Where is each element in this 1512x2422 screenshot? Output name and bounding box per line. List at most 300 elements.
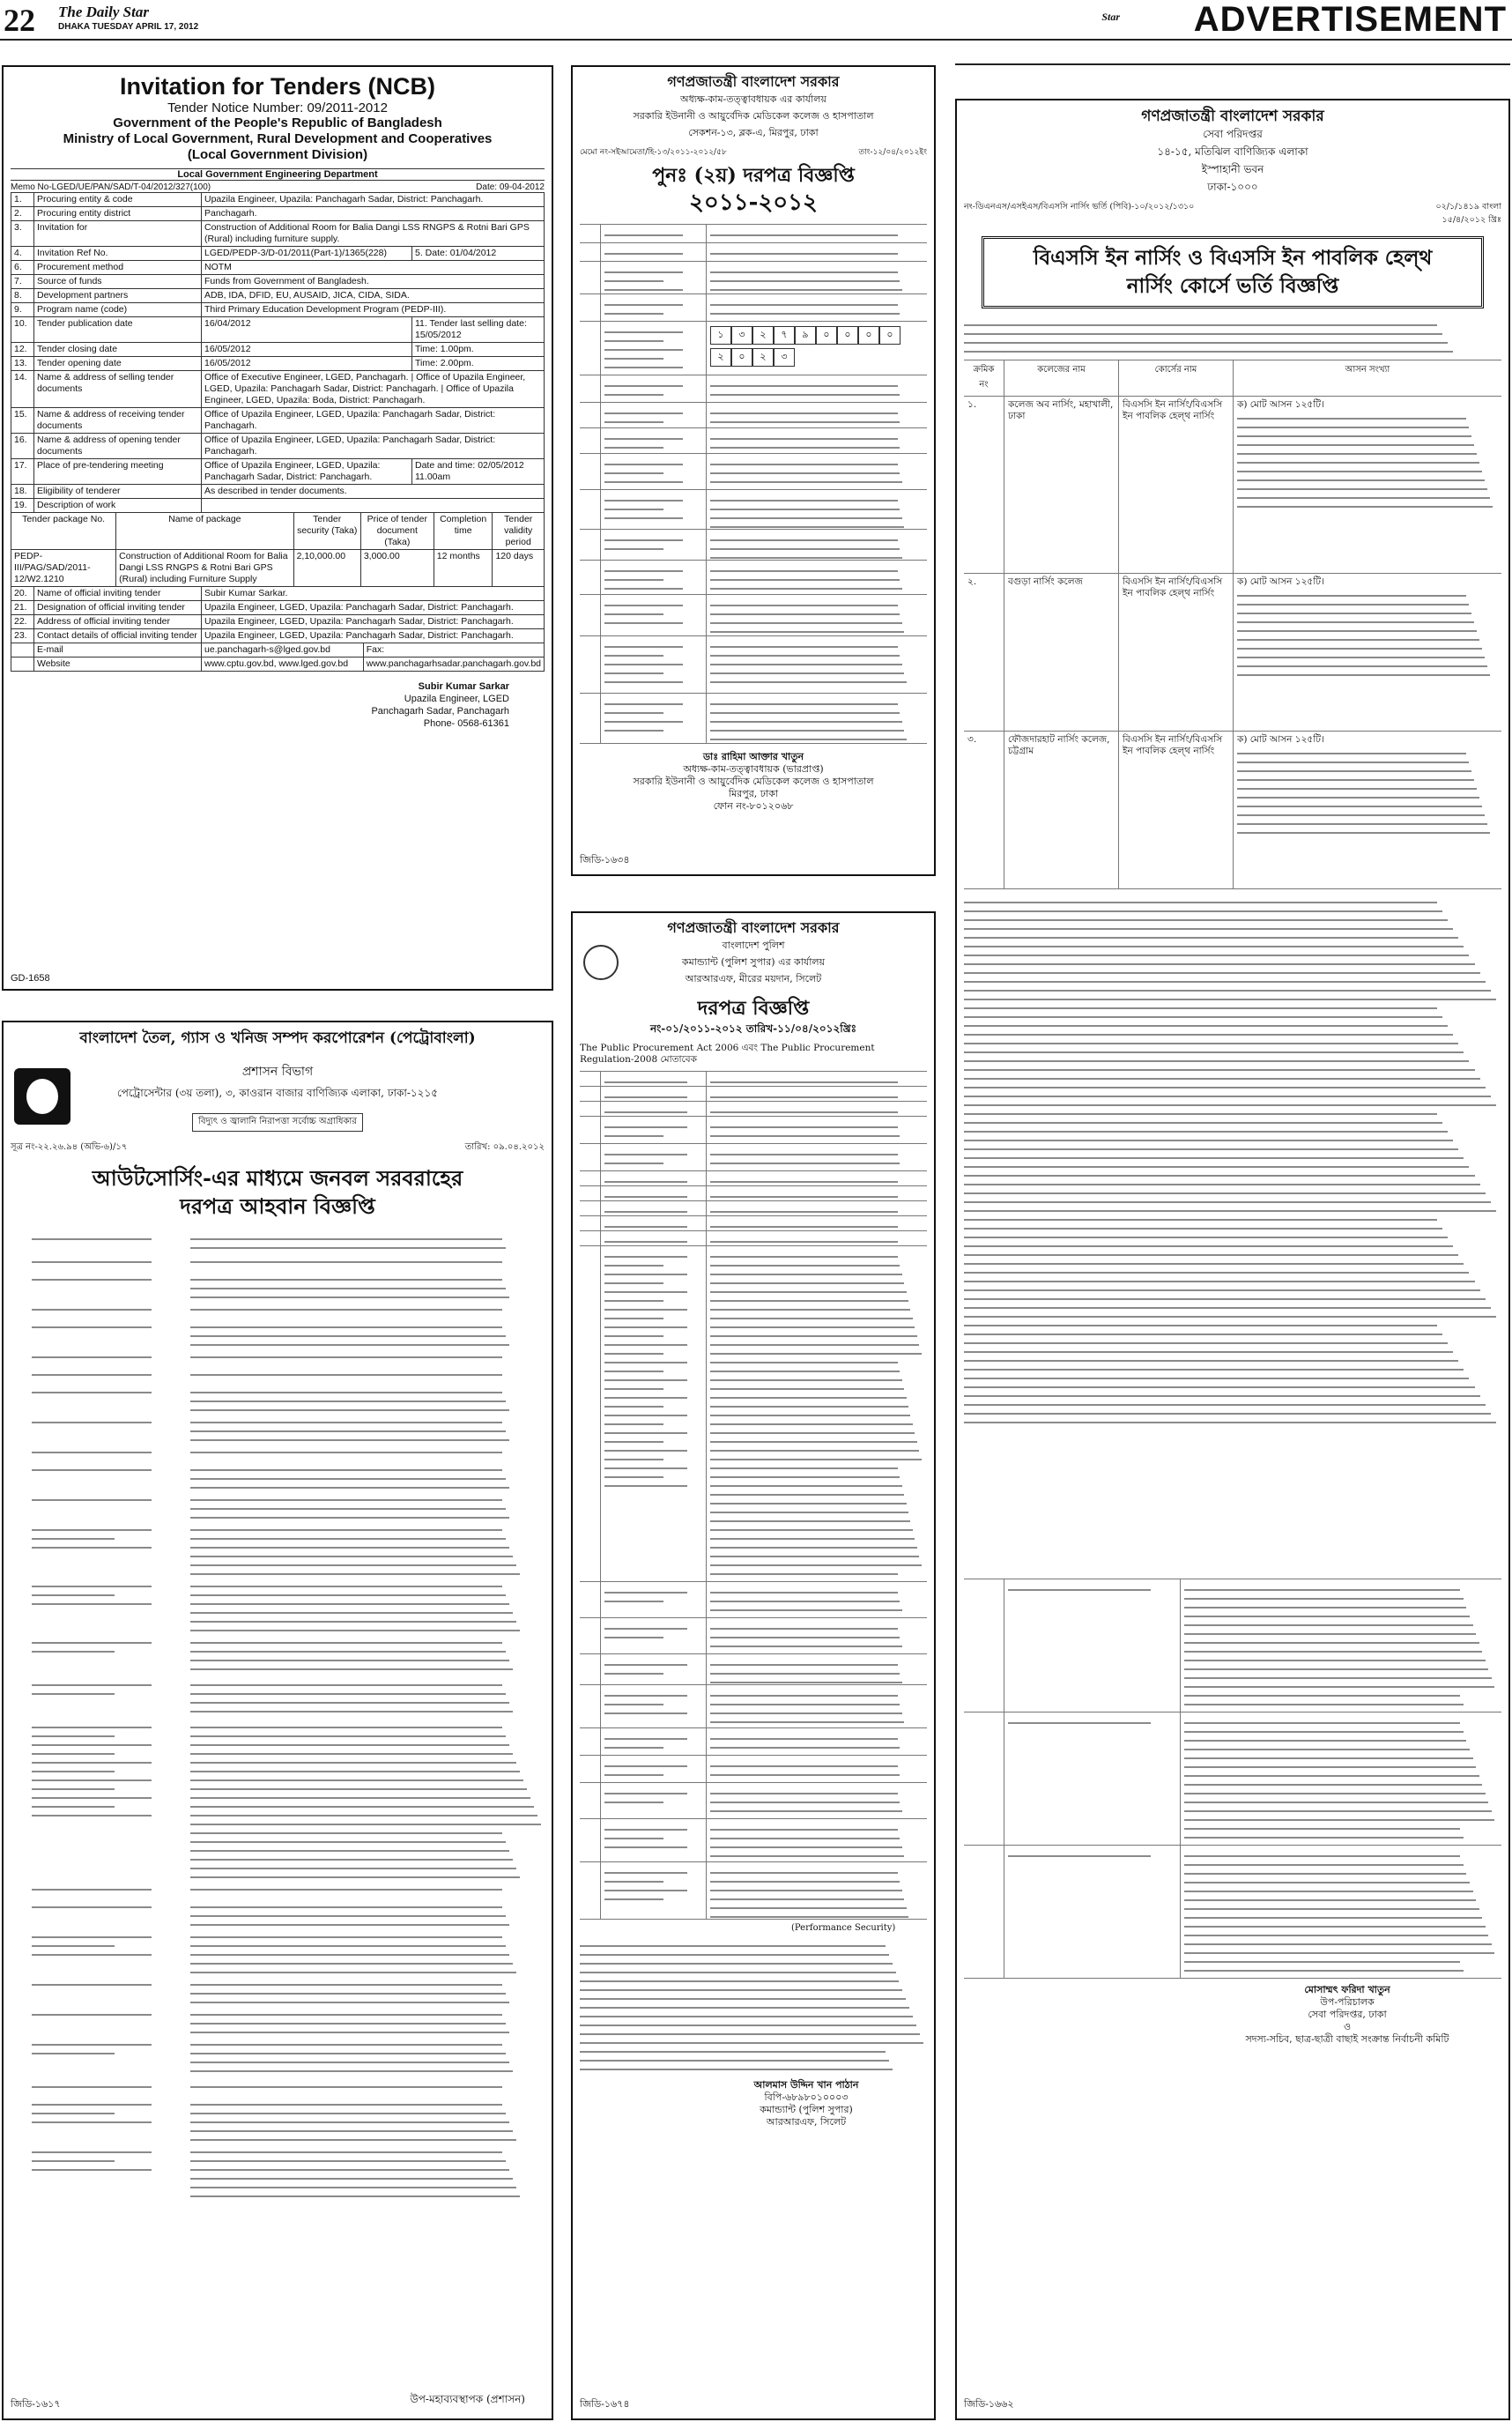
text-line bbox=[1184, 1589, 1460, 1591]
police-notes bbox=[580, 1938, 927, 2070]
nursing-rules bbox=[964, 895, 1501, 1573]
text-line bbox=[1184, 1784, 1482, 1786]
text-line bbox=[710, 1673, 900, 1675]
text-line bbox=[604, 613, 663, 615]
text-line bbox=[190, 1517, 509, 1519]
text-line bbox=[604, 313, 663, 315]
row-value bbox=[190, 1349, 545, 1363]
row-no bbox=[11, 1522, 32, 1575]
ncb-row-no: 23. bbox=[11, 629, 34, 643]
text-line bbox=[580, 1989, 902, 1991]
text-line bbox=[604, 1344, 687, 1346]
text-line bbox=[964, 1334, 1442, 1335]
page-number: 22 bbox=[4, 3, 35, 38]
ncb-row-no: 9. bbox=[11, 303, 34, 317]
ncb-row-value: www.cptu.gov.bd, www.lged.gov.bd bbox=[202, 658, 364, 672]
digit-box: ০ bbox=[816, 326, 837, 345]
ncb-work-cell: 120 days bbox=[493, 550, 545, 587]
row-label bbox=[32, 2144, 182, 2197]
text-line bbox=[964, 902, 1437, 903]
petro-row bbox=[11, 1415, 545, 1441]
text-line bbox=[710, 646, 898, 648]
petro-row bbox=[11, 1462, 545, 1489]
row-value bbox=[707, 1819, 927, 1861]
text-line bbox=[1237, 832, 1490, 834]
ncb-row-extra: 11. Tender last selling date: 15/05/2012 bbox=[412, 317, 545, 343]
text-line bbox=[190, 2070, 513, 2072]
text-line bbox=[710, 1682, 902, 1683]
petro-row bbox=[11, 1445, 545, 1459]
row-value bbox=[707, 1728, 927, 1755]
text-line bbox=[604, 1291, 687, 1293]
text-line bbox=[1237, 418, 1466, 420]
text-line bbox=[1237, 435, 1471, 437]
text-line bbox=[190, 1651, 506, 1653]
text-line bbox=[32, 1945, 115, 1947]
text-line bbox=[604, 1673, 663, 1675]
text-line bbox=[710, 1646, 902, 1647]
text-line bbox=[710, 1881, 900, 1883]
text-line bbox=[190, 1859, 513, 1861]
text-line bbox=[604, 394, 663, 396]
text-line bbox=[604, 304, 683, 306]
row-label bbox=[32, 2037, 182, 2076]
text-line bbox=[964, 972, 1480, 974]
text-line bbox=[710, 1721, 904, 1723]
text-line bbox=[604, 253, 683, 255]
text-line bbox=[604, 447, 663, 449]
text-line bbox=[1184, 1855, 1460, 1857]
petro-sign-title: উপ-মহাব্যবস্থাপক (প্রশাসন) bbox=[410, 2393, 525, 2405]
petro-row bbox=[11, 1522, 545, 1575]
row-value bbox=[707, 294, 927, 321]
allocation-row bbox=[964, 1712, 1501, 1846]
seats-detail bbox=[1237, 411, 1498, 569]
text-line bbox=[1184, 1624, 1473, 1626]
text-line bbox=[32, 1642, 152, 1644]
text-line bbox=[710, 655, 900, 657]
row-label bbox=[601, 1171, 707, 1185]
ncb-row-label: Name & address of selling tender documents bbox=[34, 371, 202, 408]
text-line bbox=[710, 1300, 908, 1302]
row-value bbox=[707, 1171, 927, 1185]
row-label bbox=[32, 1319, 182, 1346]
text-line bbox=[964, 1351, 1453, 1353]
text-line bbox=[710, 739, 907, 740]
row-label bbox=[32, 1349, 182, 1363]
row-no bbox=[11, 1720, 32, 1878]
text-line bbox=[1184, 1873, 1466, 1875]
petro-row bbox=[11, 1579, 545, 1631]
college-course: বিএসসি ইন নার্সিং/বিএসসি ইন পাবলিক হেল্থ নার্সিং bbox=[1119, 574, 1234, 731]
text-line bbox=[710, 1241, 898, 1243]
text-line bbox=[32, 1603, 152, 1605]
row-value bbox=[190, 1677, 545, 1716]
text-line bbox=[1184, 1828, 1460, 1830]
text-line bbox=[604, 1196, 687, 1198]
petro-row bbox=[11, 1319, 545, 1346]
row-value bbox=[707, 1231, 927, 1245]
text-line bbox=[710, 1547, 917, 1549]
retender-row bbox=[580, 428, 927, 454]
row-value bbox=[707, 1756, 927, 1782]
police-row bbox=[580, 1582, 927, 1618]
text-line bbox=[710, 1362, 898, 1363]
row-label bbox=[601, 1582, 707, 1617]
text-line bbox=[964, 1360, 1458, 1362]
row-no bbox=[11, 1445, 32, 1459]
row-label bbox=[32, 1302, 182, 1316]
text-line bbox=[32, 1954, 152, 1956]
text-line bbox=[1237, 462, 1479, 464]
text-line bbox=[964, 937, 1458, 939]
row-no bbox=[580, 1618, 601, 1653]
ncb-row-label: Development partners bbox=[34, 289, 202, 303]
row-label bbox=[32, 1367, 182, 1381]
row-no bbox=[580, 1201, 601, 1215]
text-line bbox=[32, 1762, 152, 1764]
ncb-table bbox=[11, 192, 545, 513]
text-line bbox=[32, 1326, 152, 1328]
police-sign-title: কমান্ড্যান্ট (পুলিশ সুপার) bbox=[760, 2104, 853, 2115]
text-line bbox=[964, 1386, 1475, 1388]
text-line bbox=[1237, 453, 1477, 455]
petro-row bbox=[11, 1899, 545, 1926]
text-line bbox=[710, 1353, 922, 1355]
college-seats bbox=[1234, 732, 1501, 888]
text-line bbox=[710, 1695, 898, 1697]
row-no bbox=[11, 1302, 32, 1316]
text-line bbox=[710, 1256, 898, 1258]
text-line bbox=[32, 1693, 115, 1695]
row-label bbox=[32, 1445, 182, 1459]
text-line bbox=[604, 1362, 687, 1363]
ncb-ministry: Ministry of Local Government, Rural Development and Cooperatives bbox=[63, 131, 493, 146]
college-course: বিএসসি ইন নার্সিং/বিএসসি ইন পাবলিক হেল্থ নার্সিং bbox=[1119, 397, 1234, 573]
text-line bbox=[710, 500, 898, 501]
text-line bbox=[964, 955, 1469, 956]
text-line bbox=[604, 605, 683, 606]
text-line bbox=[580, 1954, 889, 1956]
text-line bbox=[1184, 1952, 1494, 1954]
text-line bbox=[604, 472, 663, 474]
college-seats bbox=[1234, 397, 1501, 573]
year-boxes bbox=[710, 348, 923, 367]
text-line bbox=[604, 1211, 687, 1213]
text-line bbox=[964, 1148, 1458, 1150]
text-line bbox=[604, 570, 683, 572]
text-line bbox=[710, 438, 898, 440]
text-line bbox=[604, 1388, 663, 1390]
seats-detail bbox=[1237, 746, 1498, 885]
text-line bbox=[190, 2023, 506, 2025]
row-label bbox=[32, 1385, 182, 1411]
text-line bbox=[710, 631, 904, 633]
petro-row bbox=[11, 1720, 545, 1878]
text-line bbox=[190, 1400, 506, 1402]
text-line bbox=[604, 730, 663, 732]
text-line bbox=[1184, 1908, 1479, 1910]
row-label bbox=[32, 1882, 182, 1896]
ncb-work-cell: 12 months bbox=[434, 550, 493, 587]
text-line bbox=[190, 1684, 502, 1686]
text-line bbox=[1237, 779, 1474, 781]
retender-row bbox=[580, 636, 927, 694]
police-row bbox=[580, 1117, 927, 1144]
row-no bbox=[580, 225, 601, 242]
row-value bbox=[707, 375, 927, 402]
text-line bbox=[710, 1318, 913, 1319]
row-no bbox=[11, 1349, 32, 1363]
text-line bbox=[1184, 1837, 1464, 1839]
text-line bbox=[32, 2014, 152, 2016]
text-line bbox=[190, 1335, 506, 1337]
text-line bbox=[190, 1906, 502, 1908]
text-line bbox=[1184, 1917, 1482, 1919]
ncb-work-header: Completion time bbox=[434, 513, 493, 550]
text-line bbox=[32, 1727, 152, 1728]
text-line bbox=[190, 1374, 502, 1376]
text-line bbox=[580, 1945, 886, 1947]
text-line bbox=[710, 1838, 900, 1839]
row-value bbox=[707, 1246, 927, 1581]
ncb-row bbox=[11, 615, 545, 629]
text-line bbox=[604, 1126, 687, 1128]
text-line bbox=[710, 539, 898, 541]
text-line bbox=[710, 1538, 915, 1540]
text-line bbox=[710, 1154, 898, 1155]
text-line bbox=[32, 2160, 115, 2162]
row-label bbox=[32, 1492, 182, 1519]
text-line bbox=[190, 2062, 509, 2063]
text-line bbox=[964, 1113, 1437, 1115]
text-line bbox=[710, 1846, 902, 1848]
row-value bbox=[190, 1415, 545, 1441]
text-line bbox=[604, 1274, 687, 1275]
text-line bbox=[964, 342, 1448, 344]
text-line bbox=[32, 2104, 152, 2106]
text-line bbox=[190, 1915, 506, 1917]
row-no bbox=[580, 454, 601, 489]
text-line bbox=[32, 1374, 152, 1376]
text-line bbox=[32, 1753, 115, 1755]
text-line bbox=[964, 1007, 1437, 1009]
digit-box: ৭ bbox=[774, 326, 795, 345]
text-line bbox=[190, 1296, 509, 1298]
petro-row bbox=[11, 1635, 545, 1674]
ncb-row-no: 3. bbox=[11, 221, 34, 247]
text-line bbox=[1184, 1926, 1486, 1928]
police-row bbox=[580, 1072, 927, 1087]
text-line bbox=[604, 1265, 663, 1267]
retender-row bbox=[580, 694, 927, 744]
petro-slogan: বিদ্যুৎ ও জ্বালানি নিরাপত্তা সর্বোচ্চ অগ্রাধিকার bbox=[192, 1113, 363, 1132]
retender-row bbox=[580, 294, 927, 322]
text-line bbox=[190, 1693, 506, 1695]
ncb-row bbox=[11, 459, 545, 485]
retender-row bbox=[580, 530, 927, 561]
text-line bbox=[580, 2042, 923, 2044]
text-line bbox=[710, 1609, 902, 1611]
text-line bbox=[710, 1802, 900, 1803]
ncb-row bbox=[11, 434, 545, 459]
text-line bbox=[1237, 630, 1477, 632]
text-line bbox=[710, 280, 900, 282]
ncb-row bbox=[11, 587, 545, 601]
ncb-row-extra: Fax: bbox=[363, 643, 544, 658]
text-line bbox=[710, 1081, 898, 1083]
nursing-college-row bbox=[964, 574, 1501, 732]
row-value bbox=[707, 1862, 927, 1919]
text-line bbox=[32, 1984, 152, 1986]
text-line bbox=[604, 672, 663, 674]
text-line bbox=[190, 1735, 506, 1737]
row-label bbox=[32, 1254, 182, 1268]
ncb-work-cell: PEDP-III/PAG/SAD/2011-12/W2.1210 bbox=[11, 550, 116, 587]
retender-row bbox=[580, 561, 927, 595]
row-value bbox=[707, 1201, 927, 1215]
row-value bbox=[190, 1319, 545, 1346]
digit-box: ০ bbox=[858, 326, 879, 345]
ncb-row-label: Procurement method bbox=[34, 261, 202, 275]
text-line bbox=[964, 1122, 1442, 1124]
text-line bbox=[190, 1668, 513, 1670]
tender-number-boxes bbox=[710, 326, 923, 345]
row-no bbox=[580, 561, 601, 594]
row-value bbox=[1181, 1846, 1501, 1978]
text-line bbox=[190, 2187, 516, 2188]
petro-row bbox=[11, 1231, 545, 1251]
row-label bbox=[601, 1087, 707, 1101]
text-line bbox=[710, 613, 900, 615]
row-no bbox=[11, 1492, 32, 1519]
text-line bbox=[1184, 1882, 1470, 1883]
text-line bbox=[190, 1247, 506, 1249]
nursing-govt: গণপ্রজাতন্ত্রী বাংলাদেশ সরকার bbox=[1141, 108, 1324, 125]
text-line bbox=[32, 1815, 152, 1816]
ncb-memo-date: Date: 09-04-2012 bbox=[476, 182, 545, 192]
text-line bbox=[1237, 613, 1471, 614]
text-line bbox=[604, 367, 683, 368]
text-line bbox=[964, 999, 1496, 1000]
row-no bbox=[11, 1899, 32, 1926]
ncb-row bbox=[11, 601, 545, 615]
retender-row bbox=[580, 243, 927, 262]
text-line bbox=[604, 271, 683, 273]
text-line bbox=[190, 1744, 509, 1746]
text-line bbox=[710, 1637, 900, 1638]
text-line bbox=[1184, 1766, 1476, 1768]
row-label bbox=[601, 403, 707, 427]
row-label bbox=[601, 1862, 707, 1919]
text-line bbox=[1237, 621, 1474, 623]
text-line bbox=[964, 990, 1491, 992]
text-line bbox=[190, 1261, 502, 1263]
text-line bbox=[604, 1664, 687, 1666]
row-no bbox=[11, 1462, 32, 1489]
text-line bbox=[1184, 1695, 1460, 1697]
text-line bbox=[710, 1520, 910, 1522]
row-label bbox=[32, 1579, 182, 1631]
ncb-row-no: 14. bbox=[11, 371, 34, 408]
text-line bbox=[190, 1326, 502, 1328]
text-line bbox=[32, 1538, 115, 1540]
nursing-title-2: নার্সিং কোর্সে ভর্তি বিজ্ঞপ্তি bbox=[1126, 274, 1339, 298]
college-name: কলেজ অব নার্সিং, মহাখালী, ঢাকা bbox=[1004, 397, 1119, 573]
text-line bbox=[710, 421, 900, 423]
row-no bbox=[11, 2144, 32, 2197]
ncb-row-value: Funds from Government of Bangladesh. bbox=[202, 275, 545, 289]
ncb-row-value: ADB, IDA, DFID, EU, AUSAID, JICA, CIDA, SIDA. bbox=[202, 289, 545, 303]
row-value bbox=[707, 262, 927, 293]
ncb-row-no: 8. bbox=[11, 289, 34, 303]
text-line bbox=[710, 1467, 898, 1469]
ncb-row-no: 13. bbox=[11, 357, 34, 371]
college-seats bbox=[1234, 574, 1501, 731]
text-line bbox=[1184, 1970, 1464, 1972]
text-line bbox=[710, 1226, 898, 1228]
row-value bbox=[190, 1977, 545, 2003]
text-line bbox=[604, 703, 683, 705]
text-line bbox=[1237, 770, 1471, 772]
text-line bbox=[32, 1797, 152, 1799]
text-line bbox=[604, 1256, 687, 1258]
ncb-row-no: 10. bbox=[11, 317, 34, 343]
retender-row bbox=[580, 490, 927, 530]
star-mark: Star bbox=[1101, 11, 1120, 23]
nursing-col-header: আসন সংখ্যা bbox=[1345, 365, 1390, 375]
row-no bbox=[11, 1977, 32, 2003]
text-line bbox=[710, 548, 900, 550]
police-office: কমান্ড্যান্ট (পুলিশ সুপার) এর কার্যালয় bbox=[681, 956, 826, 968]
ncb-tender-ad bbox=[2, 65, 553, 991]
ncb-row-label: Address of official inviting tender bbox=[34, 615, 202, 629]
police-row bbox=[580, 1685, 927, 1728]
ncb-row bbox=[11, 371, 545, 408]
text-line bbox=[190, 2044, 502, 2046]
text-line bbox=[190, 1603, 509, 1605]
text-line bbox=[32, 2086, 152, 2088]
nursing-col-header: কোর্সের নাম bbox=[1119, 360, 1234, 396]
petro-row bbox=[11, 2144, 545, 2197]
petro-name: বাংলাদেশ তৈল, গ্যাস ও খনিজ সম্পদ করপোরেশন (পেট্রোবাংলা) bbox=[79, 1029, 476, 1047]
digit-box: ৯ bbox=[795, 326, 816, 345]
text-line bbox=[1184, 1899, 1476, 1901]
text-line bbox=[32, 2044, 152, 2046]
text-line bbox=[190, 1309, 502, 1311]
ncb-row-no: 20. bbox=[11, 587, 34, 601]
row-no bbox=[580, 262, 601, 293]
row-value bbox=[707, 1618, 927, 1653]
row-value bbox=[707, 322, 927, 375]
ncb-title: Invitation for Tenders (NCB) bbox=[119, 73, 435, 100]
text-line bbox=[710, 1712, 902, 1714]
text-line bbox=[32, 1261, 152, 1263]
text-line bbox=[710, 712, 900, 714]
digit-box: ০ bbox=[837, 326, 858, 345]
row-value bbox=[190, 1882, 545, 1896]
row-no bbox=[580, 1186, 601, 1200]
row-no bbox=[11, 1231, 32, 1251]
police-row bbox=[580, 1246, 927, 1582]
text-line bbox=[710, 1494, 904, 1496]
text-line bbox=[964, 981, 1486, 983]
college-name: ফৌজদারহাট নার্সিং কলেজ, চট্টগ্রাম bbox=[1004, 732, 1119, 888]
text-line bbox=[964, 1060, 1469, 1062]
text-line bbox=[604, 1326, 687, 1328]
nursing-col-header: কলেজের নাম bbox=[1004, 360, 1119, 396]
ncb-row-label: Invitation Ref No. bbox=[34, 247, 202, 261]
